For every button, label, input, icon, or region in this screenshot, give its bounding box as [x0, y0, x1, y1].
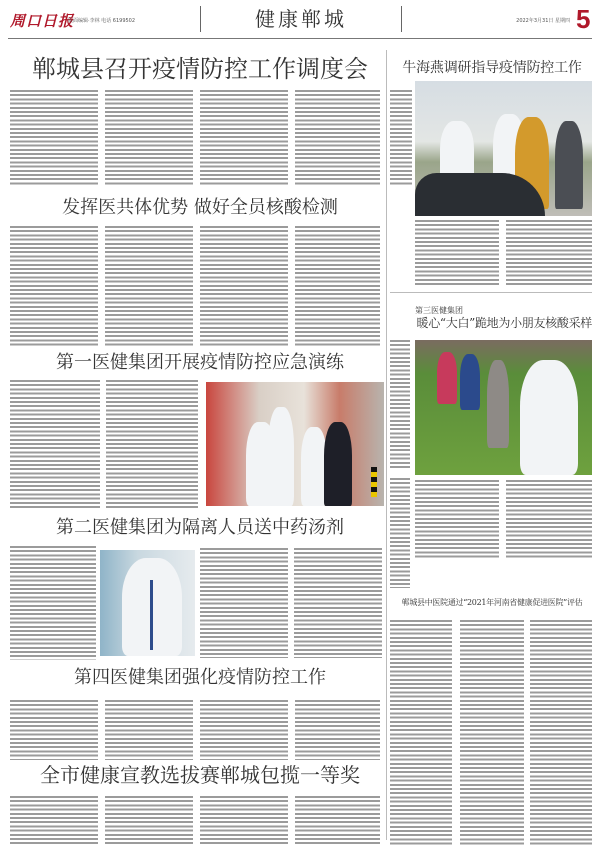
article-body	[415, 480, 499, 560]
headline-inspection: 牛海燕调研指导疫情防控工作	[402, 60, 582, 76]
article-body	[200, 700, 288, 760]
column-divider	[386, 50, 387, 840]
article-body	[105, 796, 193, 844]
article-body	[506, 220, 592, 286]
article-body	[295, 226, 380, 346]
kicker: 第三医健集团	[415, 306, 463, 315]
headline-nucleic-testing: 发挥医共体优势 做好全员核酸检测	[62, 197, 338, 218]
headline-emergency-drill: 第一医健集团开展疫情防控应急演练	[56, 352, 344, 373]
section-divider	[390, 292, 592, 293]
article-body	[295, 796, 380, 844]
article-body	[105, 90, 193, 186]
article-body	[10, 226, 98, 346]
article-body	[200, 548, 288, 658]
article-body	[295, 90, 380, 186]
headline-tcm-hospital: 郸城县中医院通过“2021年河南省健康促进医院”评估	[401, 598, 583, 607]
medic-photo	[100, 550, 195, 656]
article-body	[10, 700, 98, 760]
article-body	[200, 90, 288, 186]
editor-line: 版面编辑·李林 电话 6199502	[68, 18, 136, 24]
article-body	[295, 700, 380, 760]
article-body	[105, 700, 193, 760]
masthead-logo: 周口日报	[10, 12, 75, 30]
article-body	[390, 620, 452, 845]
article-body	[200, 226, 288, 346]
article-body	[10, 90, 98, 186]
article-body	[390, 340, 410, 470]
article-body	[200, 796, 288, 844]
article-body	[460, 620, 524, 845]
article-body	[106, 380, 198, 508]
headline-dispatch-meeting: 郸城县召开疫情防控工作调度会	[32, 55, 368, 83]
article-body	[10, 380, 100, 508]
header-divider	[8, 38, 592, 39]
issue-date: 2022年3月31日 星期四	[516, 18, 570, 24]
section-title: 健康郸城	[200, 6, 402, 32]
drill-photo	[206, 382, 384, 506]
article-body	[10, 546, 96, 660]
article-body	[390, 478, 410, 588]
headline-fourth-group: 第四医健集团强化疫情防控工作	[74, 667, 326, 688]
article-body	[105, 226, 193, 346]
page-number: 5	[576, 4, 591, 34]
article-body	[530, 620, 592, 845]
swab-photo	[415, 340, 592, 475]
article-body	[10, 796, 98, 844]
headline-herbal-soup: 第二医健集团为隔离人员送中药汤剂	[56, 517, 344, 538]
article-body	[390, 90, 412, 185]
headline-health-contest: 全市健康宣教选拔赛郸城包揽一等奖	[40, 763, 360, 787]
headline-swab-children: 暖心“大白”跪地为小朋友核酸采样	[416, 316, 592, 330]
inspection-photo	[415, 81, 592, 216]
article-body	[415, 220, 499, 286]
article-body	[506, 480, 592, 560]
article-body	[294, 548, 382, 658]
